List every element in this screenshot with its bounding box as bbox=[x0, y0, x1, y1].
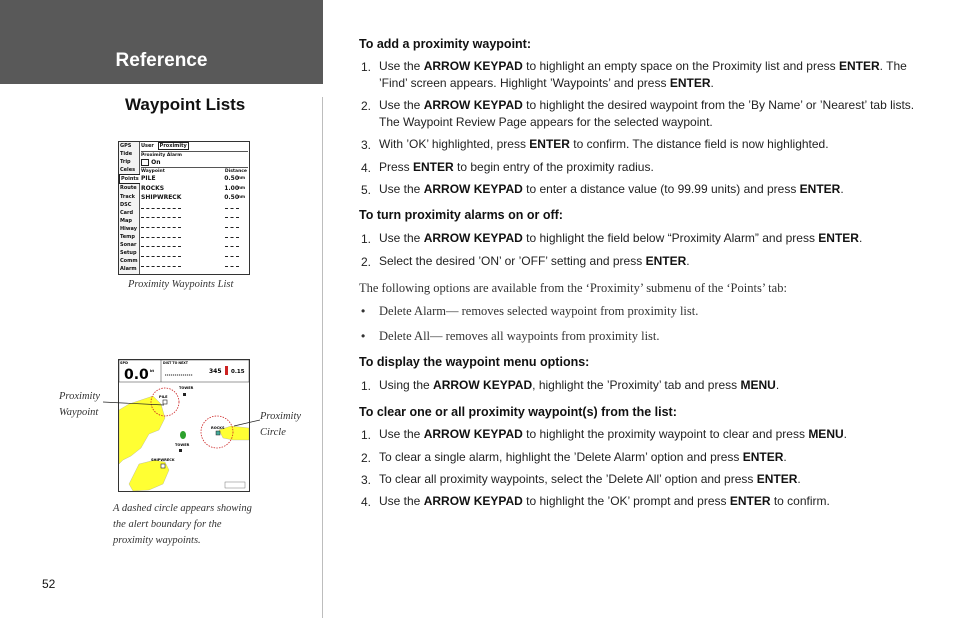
section-title: Waypoint Lists bbox=[125, 95, 246, 114]
step-text: Use the ARROW KEYPAD to highlight the desired waypoint from the ’By Name’ or ’Nearest’ tab lists. The Waypoint Review Page appears for the selected waypoint. bbox=[379, 98, 915, 129]
waypoint-name: PILE bbox=[141, 175, 156, 182]
label-proximity-waypoint: Proximity Waypoint bbox=[59, 391, 101, 418]
waypoint-row bbox=[141, 194, 245, 203]
device-tab: Sonar bbox=[120, 242, 137, 249]
dist-value-2: 0.15 bbox=[231, 369, 245, 375]
empty-waypoint-row bbox=[141, 242, 245, 251]
device-tab: Celes bbox=[120, 167, 136, 174]
bullet-delete-all: Delete All— removes all waypoints from proximity list. bbox=[379, 329, 660, 343]
empty-waypoint-row bbox=[141, 252, 245, 261]
waypoint-unit: nm bbox=[237, 175, 245, 180]
heading-menu-options: To display the waypoint menu options: bbox=[359, 355, 590, 369]
proximity-alarm-value: On bbox=[141, 159, 160, 166]
device-tab: DSC bbox=[120, 201, 132, 208]
dist-label: DIST TO NEXT bbox=[163, 361, 188, 365]
speed-value: 0.0 bbox=[124, 367, 149, 383]
heading-alarms: To turn proximity alarms on or off: bbox=[359, 208, 563, 222]
label-tower-2: TOWER bbox=[175, 443, 190, 447]
device-tab: Track bbox=[120, 193, 135, 200]
page-number: 52 bbox=[42, 577, 56, 591]
bullet-dot: • bbox=[361, 304, 366, 318]
speed-label: SPD bbox=[120, 361, 128, 365]
step-number: 1. bbox=[361, 428, 372, 442]
label-proximity-circle: Proximity Circle bbox=[260, 411, 302, 438]
device-tab: Card bbox=[120, 209, 134, 216]
step-text: To clear all proximity waypoints, select the ’Delete All’ option and press ENTER. bbox=[379, 472, 801, 486]
speed-unit: kt bbox=[150, 369, 155, 373]
col-distance-header: Distance bbox=[224, 169, 247, 174]
step-number: 4. bbox=[361, 495, 372, 509]
tower-icon bbox=[179, 449, 182, 452]
step-text: With ’OK’ highlighted, press ENTER to confirm. The distance field is now highlighted. bbox=[379, 137, 829, 151]
label-rocks: ROCKS bbox=[211, 426, 225, 430]
waypoint-distance: 0.50 bbox=[224, 194, 239, 201]
waypoint-unit: nm bbox=[237, 194, 245, 199]
waypoint-row bbox=[141, 175, 245, 184]
waypoint-name: SHIPWRECK bbox=[141, 194, 182, 201]
device-tab: Comm bbox=[120, 258, 138, 265]
empty-waypoint-row bbox=[141, 204, 245, 213]
waypoint-unit: nm bbox=[237, 184, 245, 190]
step-number: 2. bbox=[361, 99, 372, 113]
device-tab: Trip bbox=[120, 159, 131, 166]
device-tab-list bbox=[119, 142, 140, 274]
step-number: 2. bbox=[361, 451, 372, 465]
device-tab: Hiway bbox=[120, 225, 137, 232]
step-text: Select the desired ’ON’ or ’OFF’ setting and press ENTER. bbox=[379, 254, 690, 268]
bullet-delete-alarm: Delete Alarm— removes selected waypoint from proximity list. bbox=[379, 304, 699, 318]
empty-waypoint-row bbox=[141, 262, 245, 271]
device-tab: GPS bbox=[120, 143, 132, 149]
device-tab: Points bbox=[119, 174, 140, 184]
step-number: 1. bbox=[361, 232, 372, 246]
label-pile: PILE bbox=[159, 395, 168, 399]
heading-marker-icon bbox=[225, 366, 228, 375]
waypoint-name: ROCKS bbox=[141, 184, 165, 192]
step-text: To clear a single alarm, highlight the ’Delete Alarm’ option and press ENTER. bbox=[379, 450, 787, 464]
step-text: Use the ARROW KEYPAD to highlight an empty space on the Proximity list and press ENTER. The ’Find’ screen appears. Highlight ’Waypoints’ and press ENTER. bbox=[379, 59, 907, 90]
caption-dashed-circle: A dashed circle appears showing the alert boundary for the proximity waypoints. bbox=[113, 503, 252, 546]
proximity-tab: Proximity bbox=[159, 143, 187, 149]
proximity-list-screen bbox=[118, 141, 250, 275]
step-number: 3. bbox=[361, 473, 372, 487]
proximity-list-panel bbox=[140, 142, 249, 274]
device-tab: Tide bbox=[120, 151, 133, 158]
device-tab: Setup bbox=[120, 250, 137, 257]
column-divider bbox=[322, 97, 323, 618]
step-text: Using the ARROW KEYPAD, highlight the ’Proximity’ tab and press MENU. bbox=[379, 378, 780, 392]
device-tab: Alarm bbox=[120, 266, 137, 273]
col-waypoint-header: Waypoint bbox=[141, 169, 165, 174]
step-number: 3. bbox=[361, 138, 372, 152]
heading-add-proximity: To add a proximity waypoint: bbox=[359, 37, 532, 51]
divider-line bbox=[141, 151, 248, 152]
waypoint-distance: 0.50 bbox=[224, 175, 239, 182]
step-number: 5. bbox=[361, 183, 372, 197]
options-intro: The following options are available from the ‘Proximity’ submenu of the ‘Points’ tab: bbox=[359, 281, 787, 295]
device-tab: Route bbox=[120, 185, 137, 192]
top-bar-user: User Proximity bbox=[141, 143, 187, 149]
dist-value: 345 bbox=[209, 368, 222, 375]
waypoint-distance: 1.00 bbox=[224, 184, 239, 192]
step-text: Use the ARROW KEYPAD to highlight the field below “Proximity Alarm” and press ENTER. bbox=[379, 231, 863, 245]
shipwreck-waypoint-icon bbox=[161, 464, 165, 468]
step-text: Use the ARROW KEYPAD to highlight the ’OK’ prompt and press ENTER to confirm. bbox=[379, 494, 830, 508]
bullet-dot: • bbox=[361, 329, 366, 343]
callout-lines bbox=[100, 390, 270, 440]
step-number: 4. bbox=[361, 161, 372, 175]
label-shipwreck: SHIPWRECK bbox=[151, 458, 175, 462]
heading-clear: To clear one or all proximity waypoint(s) from the list: bbox=[359, 405, 677, 419]
step-text: Press ENTER to begin entry of the proximity radius. bbox=[379, 160, 654, 174]
step-text: Use the ARROW KEYPAD to enter a distance value (to 99.99 units) and press ENTER. bbox=[379, 182, 844, 196]
banner-title: Reference bbox=[115, 50, 208, 71]
empty-waypoint-row bbox=[141, 271, 245, 275]
empty-waypoint-row bbox=[141, 223, 245, 232]
step-number: 1. bbox=[361, 60, 372, 74]
label-tower-1: TOWER bbox=[179, 386, 194, 390]
waypoint-row bbox=[141, 185, 245, 194]
device-tab: Map bbox=[120, 217, 132, 224]
caption-proximity-list: Proximity Waypoints List bbox=[128, 279, 234, 290]
step-text: Use the ARROW KEYPAD to highlight the proximity waypoint to clear and press MENU. bbox=[379, 427, 847, 441]
alarm-icon bbox=[141, 159, 149, 166]
step-number: 2. bbox=[361, 255, 372, 269]
divider-line bbox=[141, 167, 248, 168]
scale-bar bbox=[225, 482, 245, 488]
empty-waypoint-row bbox=[141, 213, 245, 222]
proximity-alarm-label: Proximity Alarm bbox=[141, 153, 182, 158]
empty-waypoint-row bbox=[141, 233, 245, 242]
device-tab: Temp bbox=[120, 234, 135, 241]
reference-banner bbox=[0, 0, 323, 84]
step-number: 1. bbox=[361, 379, 372, 393]
